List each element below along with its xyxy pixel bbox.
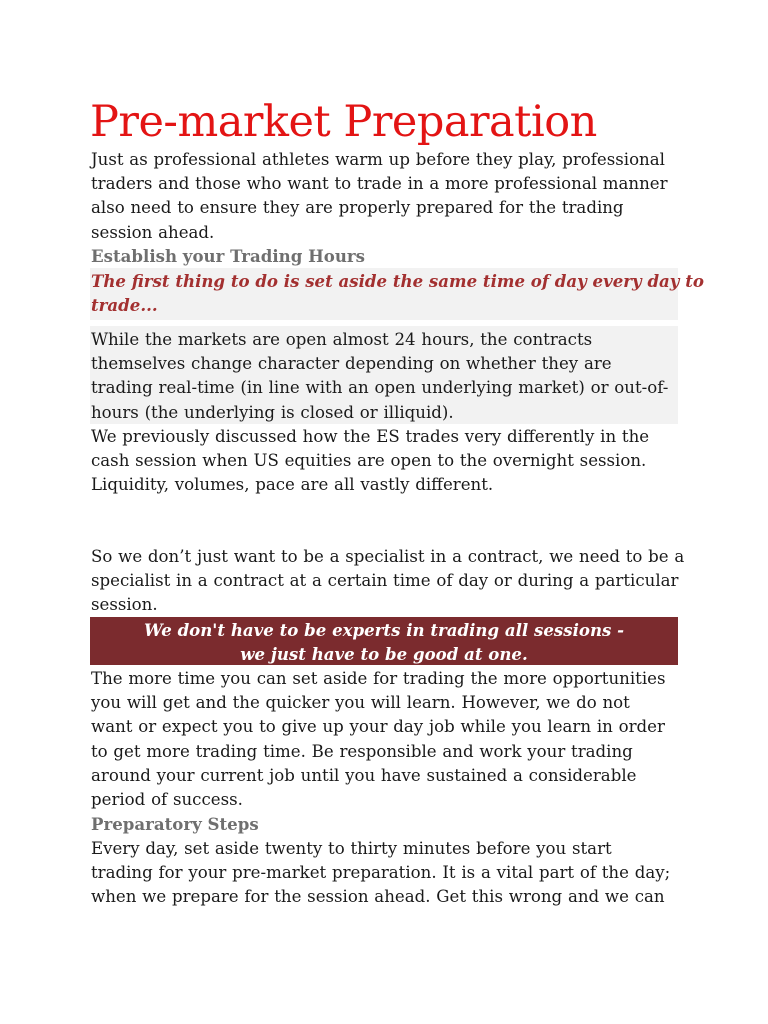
trading-time-paragraph [91,667,691,812]
text-line: The more time you can set aside for trading the more opportunities [91,669,666,688]
text-line: specialist in a contract at a certain time of day or during a particular [91,571,679,591]
es-sessions-paragraph [91,425,691,498]
text-line: So we don’t just want to be a specialist in a contract, we need to be a [91,547,685,566]
text-line: cash session when US equities are open to the overnight session. [91,451,647,471]
text-line: you will get and the quicker you will learn. However, we do not [91,693,630,713]
text-line: to get more trading time. Be responsible and work your trading [91,741,633,761]
section-heading-trading-hours: Establish your Trading Hours [91,246,365,266]
intro-paragraph [91,148,691,245]
callout-text [91,269,704,317]
text-line: Every day, set aside twenty to thirty minutes before you start [91,839,612,858]
specialist-paragraph [91,545,691,618]
text-line: The first thing to do is set aside the same time of day every day to [91,271,704,291]
text-line: want or expect you to give up your day job while you learn in order [91,717,665,737]
text-line: Just as professional athletes warm up before they play, professional [91,150,665,169]
text-line: hours (the underlying is closed or illiquid). [91,402,454,422]
page-title: Pre-market Preparation [90,97,597,147]
highlight-banner [90,617,678,665]
text-line: trading for your pre-market preparation. It is a vital part of the day; [91,863,671,883]
text-line: While the markets are open almost 24 hours, the contracts [91,330,593,349]
text-line: trading real-time (in line with an open underlying market) or out-of- [91,378,669,398]
text-line: period of success. [91,790,243,810]
text-line: session. [91,595,158,615]
text-line: also need to ensure they are properly prepared for the trading [91,198,624,218]
preparatory-paragraph [91,837,691,910]
markets-paragraph [91,328,691,425]
text-line: Liquidity, volumes, pace are all vastly different. [91,475,494,495]
text-line: around your current job until you have sustained a considerable [91,765,637,785]
text-line: We previously discussed how the ES trades very differently in the [91,427,650,446]
text-line: traders and those who want to trade in a more professional manner [91,174,668,194]
text-line: session ahead. [91,222,215,242]
text-line: trade... [91,295,158,316]
banner-text-line: we just have to be good at one. [240,644,528,664]
section-heading-preparatory-steps: Preparatory Steps [91,814,259,834]
banner-text-line: We don't have to be experts in trading all sessions - [143,620,625,640]
text-line: when we prepare for the session ahead. Get this wrong and we can [91,887,665,907]
text-line: themselves change character depending on whether they are [91,354,612,374]
